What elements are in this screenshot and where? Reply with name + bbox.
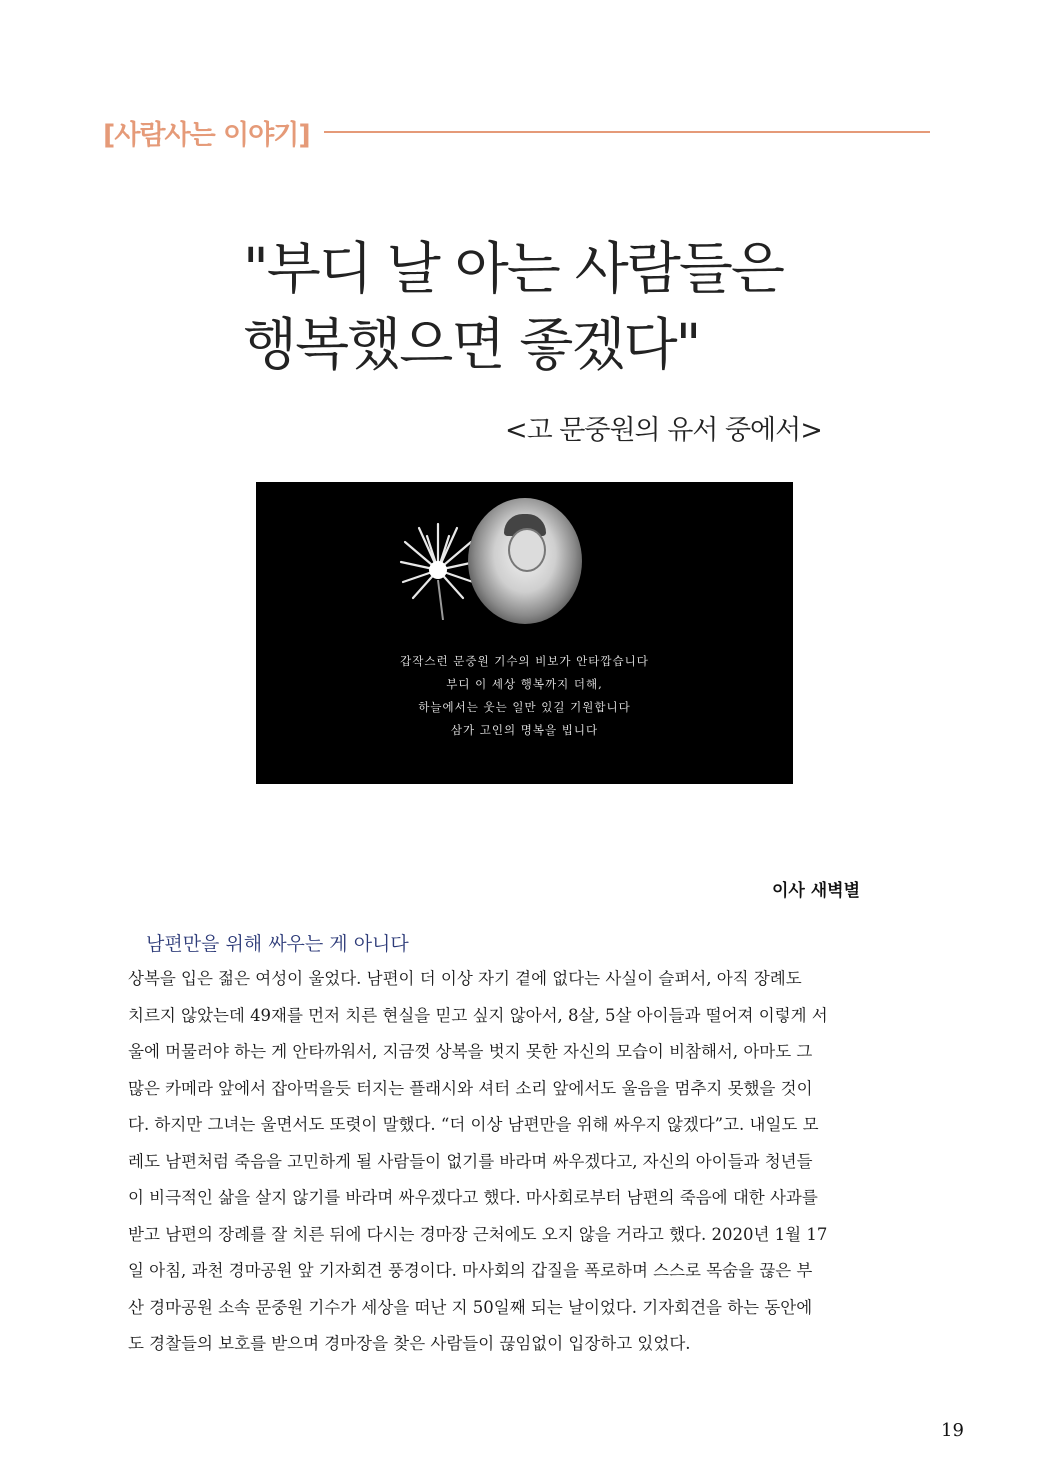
caption-line: 갑작스런 문중원 기수의 비보가 안타깝습니다: [400, 654, 649, 668]
body-line: 일 아침, 과천 경마공원 앞 기자회견 풍경이다. 마사회의 갑질을 폭로하며 스스로 목숨을 끊은 부: [128, 1261, 813, 1280]
author-byline: 이사 새벽별: [771, 881, 860, 901]
body-line: 치르지 않았는데 49재를 먼저 치른 현실을 믿고 싶지 않아서, 8살, 5살 아이들과 떨어져 이렇게 서: [128, 1005, 828, 1025]
memorial-photo: [256, 482, 793, 784]
body-line: 받고 남편의 장례를 잘 치른 뒤에 다시는 경마장 근처에도 오지 않을 거라고 했다. 2020년 1월 17: [128, 1224, 828, 1244]
headline-line-1: "부디 날 아는 사람들은: [243, 237, 784, 302]
jockey-portrait: [468, 498, 582, 624]
section-header: [103, 112, 930, 152]
article-subtitle: 남편만을 위해 싸우는 게 아니다: [146, 933, 409, 955]
body-line: 울에 머물러야 하는 게 안타까워서, 지금껏 상복을 벗지 못한 자신의 모습이 비참해서, 아마도 그: [128, 1042, 813, 1061]
article-body: [128, 961, 914, 1363]
body-line: 이 비극적인 삶을 살지 않기를 바라며 싸우겠다고 했다. 마사회로부터 남편의 죽음에 대한 사과를: [128, 1188, 818, 1207]
section-label: [사람사는 이야기]: [103, 119, 310, 151]
body-line: 많은 카메라 앞에서 잡아먹을듯 터지는 플래시와 셔터 소리 앞에서도 울음을 멈추지 못했을 것이: [128, 1078, 813, 1098]
quote-source: <고 문중원의 유서 중에서>: [505, 415, 822, 446]
body-line: 레도 남편처럼 죽음을 고민하게 될 사람들이 없기를 바라며 싸우겠다고, 자신의 아이들과 청년들: [128, 1151, 813, 1171]
body-line: 상복을 입은 젊은 여성이 울었다. 남편이 더 이상 자기 곁에 없다는 사실이 슬퍼서, 아직 장례도: [128, 969, 802, 988]
caption-line: 부디 이 세상 행복까지 더해,: [446, 677, 603, 691]
headline-line-2: 행복했으면 좋겠다": [243, 313, 700, 378]
body-line: 다. 하지만 그녀는 울면서도 또렷이 말했다. “더 이상 남편만을 위해 싸우지 않겠다”고. 내일도 모: [128, 1115, 819, 1134]
headline: [243, 232, 863, 384]
eulogy-caption: [256, 650, 793, 742]
page-number: 19: [941, 1420, 964, 1441]
caption-line: 하늘에서는 웃는 일만 있길 기원합니다: [418, 700, 631, 714]
caption-line: 삼가 고인의 명복을 빕니다: [450, 723, 599, 737]
body-line: 산 경마공원 소속 문중원 기수가 세상을 떠난 지 50일째 되는 날이었다. 기자회견을 하는 동안에: [128, 1297, 813, 1317]
body-line: 도 경찰들의 보호를 받으며 경마장을 찾은 사람들이 끊임없이 입장하고 있었다.: [128, 1334, 691, 1353]
section-rule: [324, 131, 930, 133]
chrysanthemum-image: [399, 520, 477, 620]
face: [508, 528, 546, 572]
